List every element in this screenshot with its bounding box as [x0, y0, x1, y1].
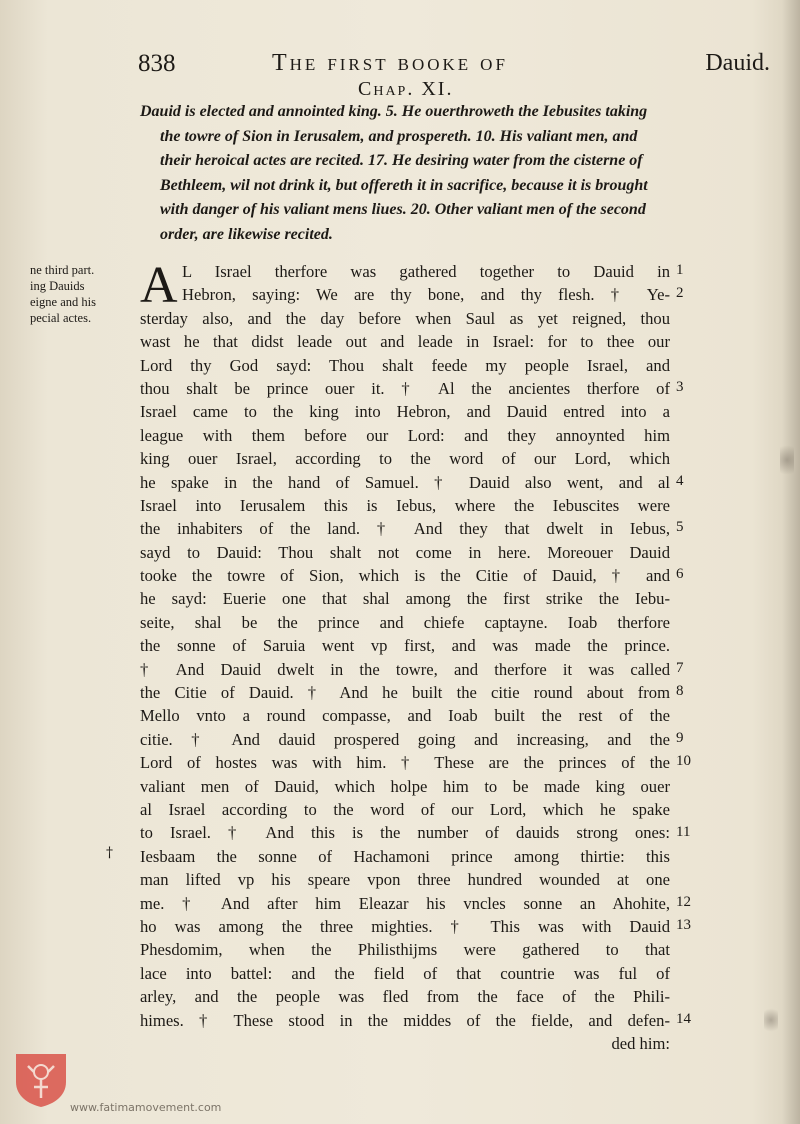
verse-number: 11	[676, 823, 691, 840]
verse-number: 13	[676, 917, 691, 934]
verse-number: 10	[676, 753, 691, 770]
verse-number: 3	[676, 379, 684, 395]
argument-line: Dauid is elected and annointed king. 5. He ouerthroweth the Iebusites taking	[140, 103, 648, 120]
argument-line: their heroical actes are recited. 17. He desiring water from the cisterne of	[160, 152, 643, 169]
page-edge-shadow	[782, 0, 800, 1124]
text-line: al Israel according to the word of our Lord, which he spake	[140, 799, 670, 819]
text-line: he sayd: Euerie one that shal among the first strike the Iebu-	[140, 589, 670, 609]
text-line: † And Dauid dwelt in the towre, and therfore it was called	[140, 659, 670, 679]
verse-number: 5	[676, 519, 684, 536]
text-line: Phesdomim, when the Philisthijms were gathered to that	[140, 940, 670, 960]
text-line: Mello vnto a round compasse, and Ioab built the rest of the	[140, 706, 670, 726]
margin-note-line: ing Dauids	[30, 279, 85, 293]
text-line: league with them before our Lord: and they annoynted him	[140, 425, 670, 445]
verse-number: 6	[676, 566, 684, 583]
text-line: L Israel therfore was gathered together to Dauid in	[182, 262, 670, 281]
margin-note-line: eigne and his	[30, 295, 96, 309]
verse-number: 2	[676, 285, 684, 302]
verse-number: 7	[676, 659, 684, 676]
argument-line: order, are likewise recited.	[160, 225, 333, 243]
text-line: Lord thy God sayd: Thou shalt feede my people Israel, and	[140, 355, 670, 375]
margin-note	[30, 262, 130, 326]
text-line: arley, and the people was fled from the face of the Phili-	[140, 987, 670, 1007]
margin-note-line: pecial actes.	[30, 311, 92, 325]
text-line: king ouer Israel, according to the word of our Lord, which	[140, 449, 670, 469]
fatima-shield-logo-icon	[14, 1052, 68, 1108]
margin-note-line: ne third part.	[30, 263, 95, 277]
text-line: Israel came to the king into Hebron, and Dauid entred into a	[140, 402, 670, 422]
text-line: thou shalt be prince ouer it. † Al the ancientes therfore of	[140, 378, 670, 398]
text-line: valiant men of Dauid, which holpe him to be made king ouer	[140, 776, 670, 796]
text-line: me. † And after him Eleazar his vncles sonne an Ahohite,	[140, 893, 670, 913]
body-text	[140, 257, 670, 1055]
text-line: the sonne of Saruia went vp first, and was made the prince.	[140, 636, 670, 656]
verse-number: 12	[676, 893, 691, 910]
smudge	[764, 1005, 778, 1035]
text-line: seite, shal be the prince and chiefe captayne. Ioab therfore	[140, 612, 670, 632]
text-line: he spake in the hand of Samuel. † Dauid also went, and al	[140, 472, 670, 492]
verse-number: 1	[676, 262, 684, 278]
chapter-argument	[140, 100, 730, 247]
verse-number: 8	[676, 683, 684, 700]
text-line: sayd to Dauid: Thou shalt not come in here. Moreouer Dauid	[140, 542, 670, 562]
text-line: himes. † These stood in the middes of the fielde, and defen-	[140, 1010, 670, 1030]
smudge	[780, 440, 794, 480]
argument-line: Bethleem, wil not drink it, but offereth it in sacrifice, because it is brought	[160, 176, 648, 194]
text-line: Lord of hostes was with him. † These are the princes of the	[140, 753, 670, 773]
text-line: wast he that didst leade out and leade in Israel: for to thee our	[140, 332, 670, 352]
text-line: Israel into Ierusalem this is Iebus, where the Iebuscites were	[140, 495, 670, 515]
chapter-heading: Chap. XI.	[358, 78, 454, 100]
text-line: Iesbaam the sonne of Hachamoni prince among thirtie: this	[140, 846, 670, 866]
text-line: ded him:	[611, 1033, 670, 1053]
argument-line: with danger of his valiant mens liues. 20. Other valiant men of the second	[160, 201, 646, 218]
text-line: the inhabiters of the land. † And they that dwelt in Iebus,	[140, 519, 670, 539]
stray-mark: †	[106, 845, 113, 861]
text-line: Hebron, saying: We are thy bone, and thy flesh. † Ye-	[182, 285, 670, 305]
text-line: man lifted vp his speare vpon three hundred wounded at one	[140, 870, 670, 890]
running-title: The first booke of	[272, 50, 508, 76]
running-name: Dauid.	[705, 50, 770, 76]
verse-number: 14	[676, 1010, 691, 1027]
website-url: www.fatimamovement.com	[70, 1101, 222, 1114]
verse-number: 9	[676, 730, 684, 746]
text-line: ho was among the three mighties. † This was with Dauid	[140, 916, 670, 936]
drop-capital: A	[140, 257, 178, 314]
text-line: tooke the towre of Sion, which is the Citie of Dauid, † and	[140, 566, 670, 586]
page-number: 838	[138, 50, 176, 77]
text-line: to Israel. † And this is the number of dauids strong ones:	[140, 823, 670, 843]
argument-line: the towre of Sion in Ierusalem, and prospereth. 10. His valiant men, and	[160, 127, 638, 145]
text-line: sterday also, and the day before when Saul as yet reigned, thou	[140, 308, 670, 328]
text-line: lace into battel: and the field of that countrie was ful of	[140, 963, 670, 983]
text-line: the Citie of Dauid. † And he built the citie round about from	[140, 683, 670, 703]
text-line: citie. † And dauid prospered going and increasing, and the	[140, 729, 670, 749]
verse-number: 4	[676, 472, 684, 489]
